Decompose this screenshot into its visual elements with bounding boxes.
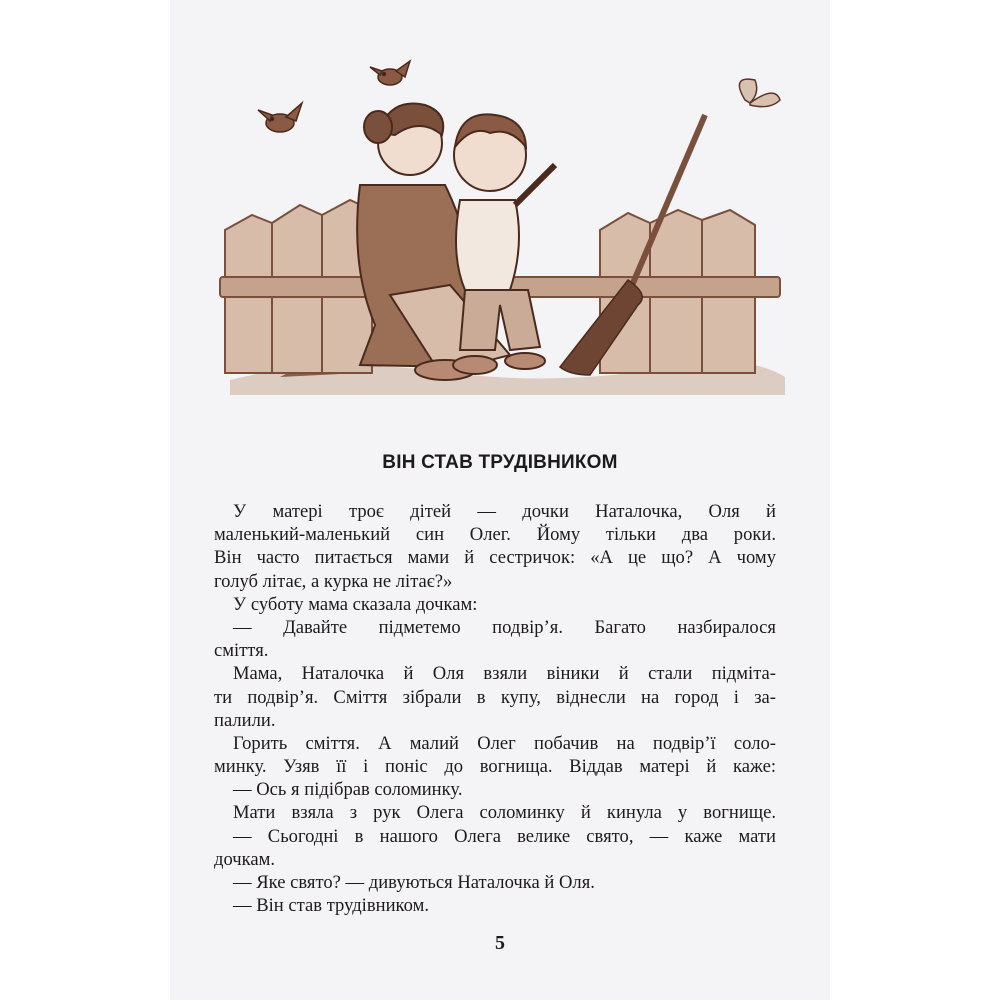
story-illustration — [210, 55, 790, 400]
page-number: 5 — [495, 932, 505, 954]
story-title: ВІН СТАВ ТРУДІВНИКОМ — [382, 452, 618, 473]
text-line: Мати взяла з рук Олега соломинку й кинула у вогнище. — [233, 802, 776, 824]
text-line: У суботу мама сказала дочкам: — [233, 593, 478, 615]
text-line: минку. Узяв її і поніс до вогнища. Віддав матері й каже: — [214, 756, 776, 778]
text-line: — Яке свято? — дивуються Наталочка й Оля. — [233, 872, 595, 893]
text-line: сміття. — [214, 640, 269, 662]
text-line: голуб літає, а курка не літає?» — [214, 570, 453, 592]
text-line: ти подвір’я. Сміття зібрали в купу, віднесли на город і за- — [214, 686, 776, 708]
boy-figure — [453, 114, 555, 374]
text-line: Мама, Наталочка й Оля взяли віники й стали підміта- — [233, 663, 776, 685]
text-line: — Ось я підібрав соломинку. — [233, 779, 463, 801]
text-line: — Сьогодні в нашого Олега велике свято, — каже мати — [233, 825, 776, 847]
text-line: У матері троє дітей — дочки Наталочка, Оля й — [233, 501, 776, 522]
bird-icon — [370, 61, 410, 85]
text-line: Горить сміття. А малий Олег побачив на подвір’ї соло- — [233, 732, 776, 754]
text-line: палили. — [214, 709, 276, 731]
text-line: — Він став трудівником. — [233, 895, 429, 917]
text-line: дочкам. — [214, 848, 276, 870]
bird-icon — [258, 103, 302, 132]
text-line: маленький-маленький син Олег. Йому тільки два роки. — [214, 524, 776, 546]
book-page — [170, 0, 830, 1000]
butterfly-icon — [739, 79, 780, 107]
text-line: — Давайте підметемо подвір’я. Багато назбиралося — [233, 616, 776, 638]
story-text — [214, 500, 776, 917]
text-line: Він часто питається мами й сестричок: «А це що? А чому — [214, 547, 776, 569]
